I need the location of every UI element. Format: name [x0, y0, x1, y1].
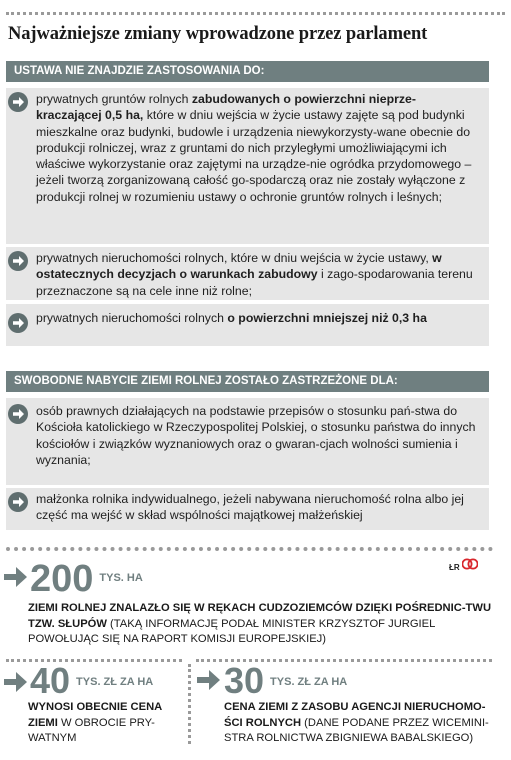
list-item: [6, 304, 489, 346]
stat-arrow-icon: [4, 566, 28, 593]
arrow-right-icon: [8, 251, 28, 271]
list-item: [6, 88, 489, 244]
stat-description-normal: (DANE PODANE PRZEZ WICEMINI-STRA ROLNICTWA ZBIGNIEWA BABALSKIEGO): [224, 716, 489, 744]
stat-description: [28, 700, 178, 747]
section-header-free-acquisition: SWOBODNE NABYCIE ZIEMI ROLNEJ ZOSTAŁO ZASTRZEŻONE DLA:: [6, 371, 489, 392]
item-text: małżonka rolnika indywidualnego, jeżeli nabywana nieruchomość rolna albo jej część ma wejść w skład wspólności majątkowej małżeńskiej: [36, 492, 464, 523]
divider: [188, 664, 191, 744]
arrow-right-icon: [8, 492, 28, 512]
stat-unit: TYS. HA: [99, 572, 143, 584]
list-item: [6, 398, 489, 485]
item-text: prywatnych gruntów rolnych: [36, 92, 192, 106]
item-bold-text: w ostatecznych decyzjach o warunkach zabudowy: [36, 251, 442, 282]
stat-description-bold: ZIEMI ROLNEJ ZNALAZŁO SIĘ W RĘKACH CUDZOZIEMCÓW DZIĘKI POŚREDNIC-TWU TZW. SŁUPÓW: [28, 602, 492, 630]
top-dotted-rule: [6, 12, 505, 15]
stat-number: 200: [30, 558, 94, 600]
arrow-right-icon: [8, 404, 28, 424]
item-text: prywatnych nieruchomości rolnych, które w dniu wejścia w życie ustawy,: [36, 251, 433, 265]
stat-description-bold: WYNOSI OBECNIE CENA ZIEMI: [28, 701, 162, 729]
stat-arrow-icon: [4, 671, 28, 698]
stat-number: 30: [224, 660, 265, 701]
source-credit: ŁR: [449, 563, 460, 572]
arrow-right-icon: [8, 313, 28, 333]
stat-200: [30, 560, 143, 598]
page-title: Najważniejsze zmiany wprowadzone przez parlament: [8, 24, 428, 44]
stat-description-normal: W OBROCIE PRY-WATNYM: [28, 716, 155, 744]
list-item: [6, 488, 489, 530]
stat-30: [224, 660, 348, 701]
item-text: prywatnych nieruchomości rolnych: [36, 311, 228, 325]
publisher-logo-icon: [462, 557, 478, 571]
arrow-right-icon: [8, 92, 28, 112]
stat-description-bold: CENA ZIEMI Z ZASOBU AGENCJI NIERUCHOMO-ŚCI ROLNYCH: [224, 701, 486, 729]
stat-description: [224, 700, 492, 747]
item-text: osób prawnych działających na podstawie przepisów o stosunku pań-stwa do Kościoła katolickiego w Rzeczypospolitej Polskiej, o stosunku państwa do innych kościołów i związków wyznaniowych oraz o gwaran-cjach wolności sumienia i wyznania;: [36, 404, 476, 467]
stat-description: [28, 601, 492, 648]
stat-40: [30, 660, 154, 701]
item-bold-text: zabudowanych o powierzchni nieprze-kraczającej 0,5 ha,: [36, 92, 416, 123]
stat-description-normal: (TAKĄ INFORMACJĘ PODAŁ MINISTER KRZYSZTOF JURGIEL POWOŁUJĄC SIĘ NA RAPORT KOMISJI EUROPEJSKIEJ): [28, 617, 435, 645]
item-text: które w dniu wejścia w życie ustawy zajęte są pod budynki mieszkalne oraz budynki, budowle i urządzenia niewykorzysty-wane obecnie do produkcji rolniczej, wraz z gruntami do nich przyległymi umożliwiającymi ich właściwe wykorzystanie oraz zajętymi na urządze-nie ogródka przydomowego – jeżeli tworzą zorganizowaną całość go-spodarczą oraz nie zostały wyłączone z produkcji rolnej w rozumieniu ustawy o ochronie gruntów rolnych i leśnych;: [36, 108, 472, 204]
stat-arrow-icon: [197, 669, 221, 696]
stat-unit: TYS. ZŁ ZA HA: [76, 676, 154, 688]
divider: [6, 547, 493, 551]
item-text: i zago-spodarowania terenu przeznaczone są na cele inne niż rolne;: [36, 267, 473, 298]
stat-unit: TYS. ZŁ ZA HA: [270, 676, 348, 688]
stat-number: 40: [30, 660, 71, 701]
list-item: [6, 247, 489, 300]
item-bold-text: o powierzchni mniejszej niż 0,3 ha: [227, 311, 427, 325]
section-header-not-applicable: USTAWA NIE ZNAJDZIE ZASTOSOWANIA DO:: [6, 61, 489, 82]
